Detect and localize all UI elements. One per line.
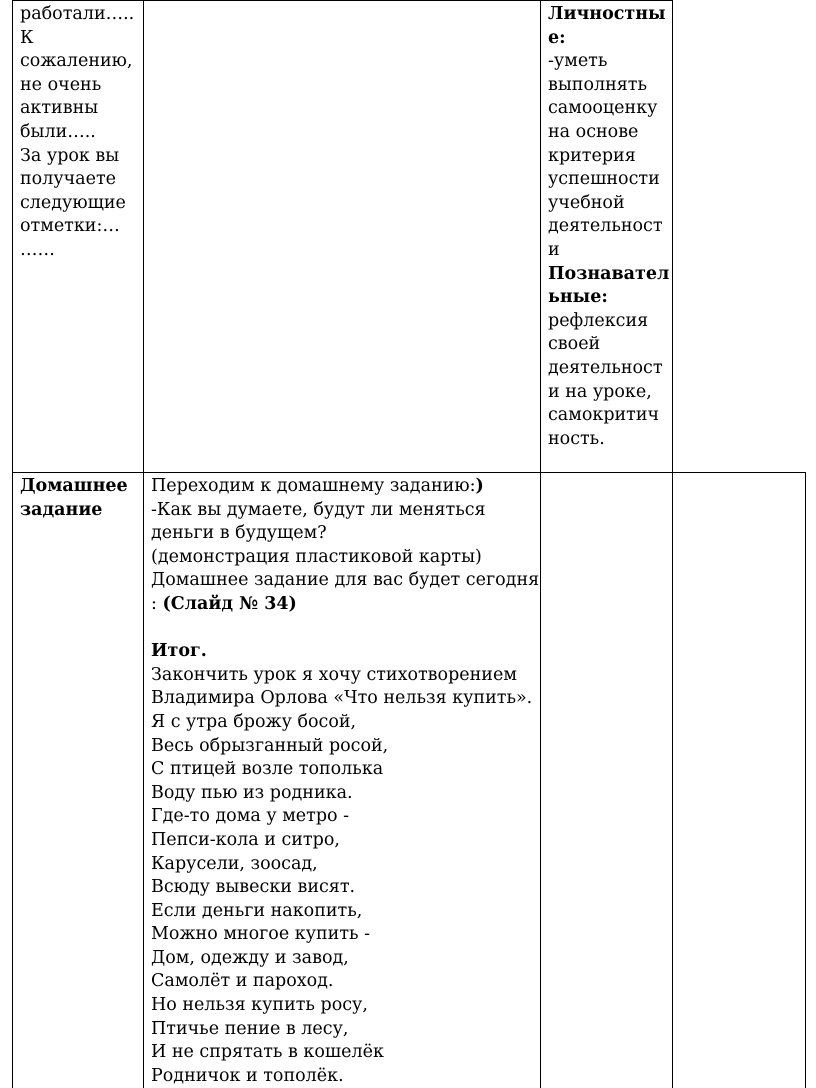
intro-line [151,593,539,617]
teacher-comment-cell [20,3,134,263]
row-divider [12,472,805,473]
poem-line: Карусели, зоосад, [151,853,318,874]
comment-line: активны [20,98,99,119]
col-divider-3 [672,0,673,1088]
poem-line: Весь обрызганный росой, [151,735,389,756]
cognitive-outcomes-heading: Познавател [548,263,670,284]
learning-outcomes-cell [548,3,669,451]
cognitive-outcome-line: ность. [548,428,605,449]
poem-line: Где-то дома у метро - [151,806,350,827]
comment-line: работали….. [20,4,135,24]
comment-line: …… [20,239,55,260]
stage-cell [20,475,128,522]
intro-line: деньги в будущем? [151,523,327,544]
cognitive-outcome-line: самокритич [548,405,660,426]
comment-line: отметки:… [20,216,120,237]
border-right [805,472,806,1088]
poem-line: Если деньги накопить, [151,900,363,921]
slide-reference: (Слайд № 34) [162,593,297,614]
personal-outcome-line: критерия [548,145,636,166]
poem-line: Воду пью из родника. [151,782,353,803]
personal-outcome-line: на основе [548,121,639,142]
cognitive-outcome-line: деятельност [548,357,663,378]
comment-line: следующие [20,192,126,213]
poem-line: Птичье пение в лесу, [151,1018,349,1039]
poem-line: И не спрятать в кошелёк [151,1042,384,1063]
intro-bold: ) [475,476,484,496]
poem-line: Я с утра брожу босой, [151,711,357,732]
personal-outcome-line: -уметь [548,51,608,72]
intro-line: -Как вы думаете, будут ли меняться [151,499,486,520]
intro-line: Домашнее задание для вас будет сегодня [151,570,540,591]
personal-outcome-line: самооценку [548,98,658,119]
intro-text: Переходим к домашнему заданию: [151,476,476,496]
border-top [12,0,672,1]
poem-line: Пепси-кола и ситро, [151,829,340,850]
intro-text: : [151,593,163,614]
stage-heading: Домашнее [20,476,128,496]
poem-line: Можно многое купить - [151,924,370,945]
summary-line: Закончить урок я хочу стихотворением [151,664,517,685]
cognitive-outcome-line: рефлексия [548,310,649,331]
cognitive-outcomes-heading: ьные: [548,287,608,308]
intro-line [151,475,539,499]
poem-line: Всюду вывески висят. [151,877,356,898]
comment-line: К [20,27,34,48]
border-left [12,0,13,1088]
intro-line: (демонстрация пластиковой карты) [151,546,482,567]
cognitive-outcome-line: и на уроке, [548,381,652,402]
poem-line: Самолёт и пароход. [151,971,334,992]
personal-outcome-line: учебной [548,192,625,213]
personal-outcome-line: и [548,239,560,260]
lesson-content-cell [151,475,539,1088]
comment-line: получаете [20,169,117,190]
comment-line: не очень [20,74,102,95]
comment-line: были….. [20,121,96,142]
personal-outcomes-heading: Личностны [548,4,666,24]
poem-line: Дом, одежду и завод, [151,947,349,968]
personal-outcomes-heading: е: [548,27,566,48]
personal-outcome-line: деятельност [548,216,663,237]
poem-line: С птицей возле тополька [151,759,384,780]
personal-outcome-line: выполнять [548,74,648,95]
cognitive-outcome-line: своей [548,334,601,355]
poem-line: Родничок и тополёк. [151,1065,344,1086]
comment-line: сожалению, [20,51,133,72]
stage-heading: задание [20,499,103,520]
blank-line [151,617,539,641]
summary-line: Владимира Орлова «Что нельзя купить». [151,688,533,709]
col-divider-1 [143,0,144,1088]
personal-outcome-line: успешности [548,169,660,190]
col-divider-2 [540,0,541,1088]
comment-line: За урок вы [20,145,120,166]
poem-line: Но нельзя купить росу, [151,995,368,1016]
summary-heading: Итог. [151,641,207,662]
